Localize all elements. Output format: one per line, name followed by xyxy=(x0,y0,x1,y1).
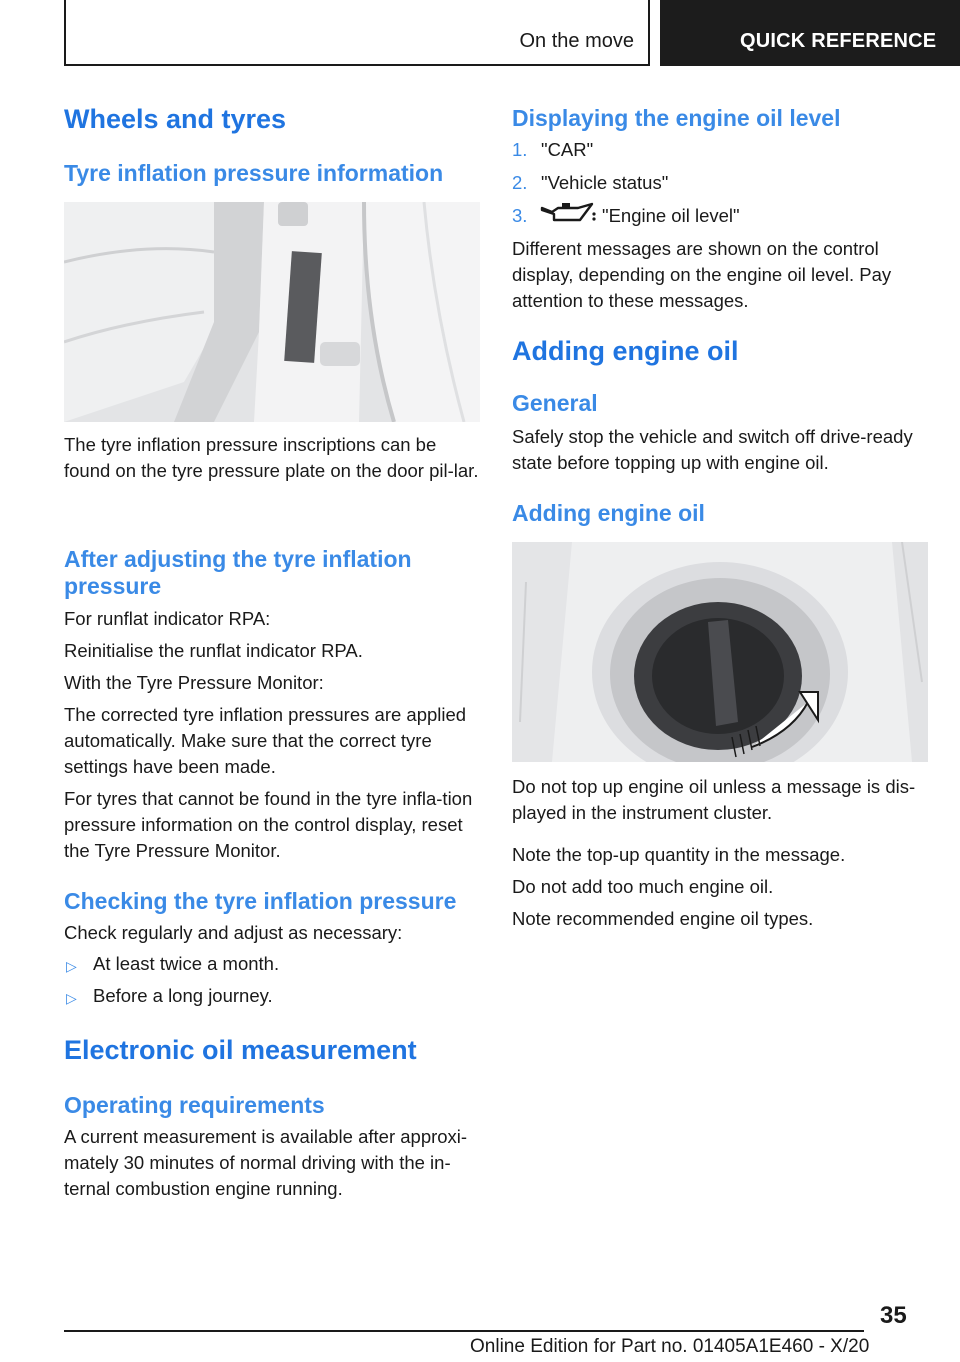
operating-requirements-text: A current measurement is available after approxi-mately 30 minutes of normal driving with the in-ternal combustion engine running. xyxy=(64,1126,468,1199)
door-pillar-image xyxy=(64,202,480,422)
heading-displaying-oil-level: Displaying the engine oil level xyxy=(512,105,841,131)
top-up-warning-text: Do not top up engine oil unless a message is dis-played in the instrument cluster. xyxy=(512,776,916,823)
heading-tyre-pressure-info: Tyre inflation pressure information xyxy=(64,160,444,186)
check-regularly-text: Check regularly and adjust as necessary: xyxy=(64,922,403,943)
header-frame xyxy=(64,0,650,66)
quick-reference-tab[interactable] xyxy=(660,0,960,66)
oil-filler-cap-illustration xyxy=(512,542,928,762)
step-text: "Vehicle status" xyxy=(541,172,669,193)
too-much-oil-text: Do not add too much engine oil. xyxy=(512,876,774,897)
heading-adding-engine-oil: Adding engine oil xyxy=(512,336,739,366)
bullet-item: At least twice a month. xyxy=(93,953,280,974)
section-title: On the move xyxy=(519,30,634,52)
quick-reference-label: QUICK REFERENCE xyxy=(740,30,937,52)
monitor-text-1: With the Tyre Pressure Monitor: xyxy=(64,672,324,693)
heading-after-adjusting: After adjusting the tyre inflation pressure xyxy=(64,546,412,599)
monitor-text-2: The corrected tyre inflation pressures are applied automatically. Make sure that the correct tyre settings have been made. xyxy=(64,704,467,777)
rpa-text-2: Reinitialise the runflat indicator RPA. xyxy=(64,640,363,661)
triangle-bullet-icon: ▷ xyxy=(66,958,77,974)
heading-operating-requirements: Operating requirements xyxy=(64,1092,325,1118)
bullet-item: Before a long journey. xyxy=(93,985,273,1006)
general-text: Safely stop the vehicle and switch off drive-ready state before topping up with engine oil. xyxy=(512,426,913,473)
step-text: "CAR" xyxy=(541,139,594,160)
reset-monitor-text: For tyres that cannot be found in the tyre infla-tion pressure information on the control display, reset the Tyre Pressure Monitor. xyxy=(64,788,473,861)
engine-oil-can-icon xyxy=(540,200,596,233)
step-number: 1. xyxy=(512,139,528,160)
triangle-bullet-icon: ▷ xyxy=(66,990,77,1006)
oil-level-messages-text: Different messages are shown on the control display, depending on the engine oil level. Pay attention to these messages. xyxy=(512,238,892,311)
footer-edition: Online Edition for Part no. 01405A1E460 - X/20 xyxy=(470,1336,870,1357)
oil-types-text: Note recommended engine oil types. xyxy=(512,908,814,929)
footer-divider xyxy=(64,1330,864,1332)
heading-wheels-and-tyres: Wheels and tyres xyxy=(64,104,287,134)
oil-filler-cap-image xyxy=(512,542,928,762)
step-number: 3. xyxy=(512,205,528,226)
step-number: 2. xyxy=(512,172,528,193)
heading-checking-pressure: Checking the tyre inflation pressure xyxy=(64,888,457,914)
page-number: 35 xyxy=(880,1302,907,1329)
tyre-info-text: The tyre inflation pressure inscriptions can be found on the tyre pressure plate on the door pil-lar. xyxy=(64,434,479,481)
heading-electronic-oil: Electronic oil measurement xyxy=(64,1035,417,1065)
heading-general: General xyxy=(512,390,598,416)
heading-adding-engine-oil-sub: Adding engine oil xyxy=(512,500,705,526)
step-text: "Engine oil level" xyxy=(602,205,740,226)
door-pillar-illustration xyxy=(64,202,480,422)
rpa-text-1: For runflat indicator RPA: xyxy=(64,608,271,629)
top-up-quantity-text: Note the top-up quantity in the message. xyxy=(512,844,846,865)
